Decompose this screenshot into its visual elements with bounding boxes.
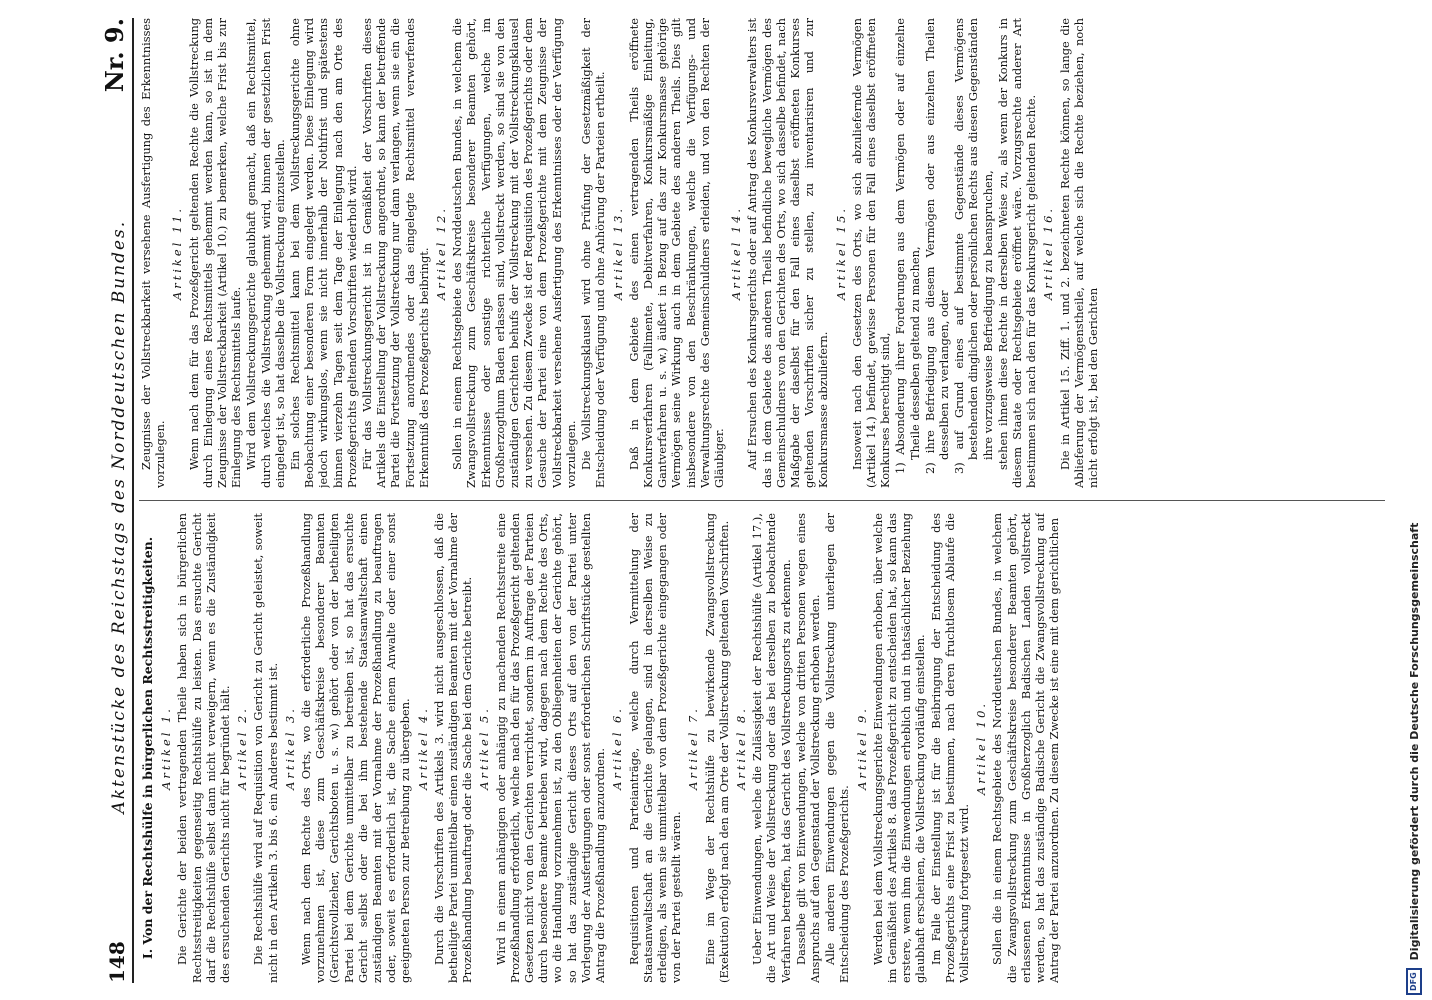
article-heading: Artikel 15.	[833, 206, 848, 300]
right-column	[139, 18, 1385, 488]
paragraph: Im Falle der Einstellung ist für die Beibringung der Entscheidung des Prozeßgerichts eine Frist zu bestimmen, nach deren fruchtlosem Ablaufe die Vollstreckung fortgesetzt wird.	[928, 513, 971, 983]
paragraph: Dasselbe gilt von Einwendungen, welche von dritten Personen wegen eines Anspruchs auf den Gegenstand der Vollstreckung erhoben werden.	[793, 513, 822, 983]
paragraph: Für das Vollstreckungsgericht ist in Gemäßheit der Vorschriften dieses Artikels die Einstellung der Vollstreckung angeordnet, so kann der betreffende Partei die Fortsetzung der Vollstreckung nur dann verlangen, wenn sie ein die Fortsetzung anordnendes oder das eingelegte Rechtsmittel verwerfendes Erkenntniß des Prozeßgerichts beibringt.	[360, 18, 431, 488]
funding-note: Digitalisierung gefördert durch die Deutsche Forschungsgemeinschaft	[1407, 522, 1421, 961]
article-heading: Artikel 14.	[729, 206, 744, 300]
paragraph: Requisitionen und Parteianträge, welche durch Vermittelung der Staatsanwaltschaft an die Gerichte gelangen, sind in derselben Weise zu erledigen, als wenn sie unmittelbar von dem Prozeßgerichte eingegangen oder von der Partei gestellt wären.	[626, 513, 684, 983]
dfg-logo: DFG	[1406, 968, 1422, 995]
article-heading: Artikel 4.	[415, 706, 430, 790]
paragraph: Sollen die in einem Rechtsgebiete des Norddeutschen Bundes, in welchem die Zwangsvollstreckung zum Geschäftskreise besonderer Beamten gehört, erlassenen Erkenntnisse in Großherzoglich Badischen Landen vollstreckt werden, so hat das zuständige Badische Gericht die Zwangsvollstreckung auf Antrag der Partei anzuordnen. Zu diesem Zwecke ist eine mit dem gerichtlichen	[990, 513, 1062, 983]
paragraph: Eine im Wege der Rechtshülfe zu bewirkende Zwangsvollstreckung (Exekution) erfolgt nach den am Orte der Vollstreckung geltenden Vorschriften.	[702, 513, 731, 983]
article-heading: Artikel 2.	[235, 706, 250, 790]
digitization-note	[1404, 5, 1424, 995]
paragraph: 2) ihre Befriedigung aus diesem Vermögen oder aus einzelnen Theilen desselben zu verlangen, oder	[922, 18, 951, 474]
article-heading: Artikel 9.	[854, 706, 869, 790]
paragraph: Daß in dem Gebiete des einen vertragenden Theils eröffnete Konkursverfahren (Fallimente, Debitverfahren, Konkursmäßige Einleitung, Gantverfahren u. s. w.) äußert in Bezug auf das zur Konkursmasse gehörige Vermögen seine Wirkung auch in dem Gebiete des anderen Theils. Dies gilt insbesondere von den Beschränkungen, welche die Verfügungs- und Verwaltungsrechte des Gemeinschuldners erleiden, und von den Rechten der Gläubiger.	[626, 18, 726, 488]
paragraph: Die Gerichte der beiden vertragenden Theile haben sich in bürgerlichen Rechtsstreitigkeiten gegenseitig Rechtshülfe zu leisten. Das ersuchte Gericht darf die Rechtshülfe selbst dann nicht verweigern, wenn es die Zuständigkeit des ersuchenden Gerichts nicht für begründet hält.	[175, 513, 233, 983]
section-heading: I. Von der Rechtshülfe in bürgerlichen Rechtsstreitigkeiten.	[140, 536, 155, 960]
paragraph: Alle anderen Einwendungen gegen die Vollstreckung unterliegen der Entscheidung des Prozeßgerichts.	[823, 513, 852, 983]
paragraph: Zeugnisse der Vollstreckbarkeit versehene Ausfertigung des Erkenntnisses vorzulegen.	[139, 18, 168, 488]
paragraph: Ein solches Rechtsmittel kann bei dem Vollstreckungsgerichte ohne Beobachtung einer besonderen Form eingelegt werden. Diese Einlegung wird jedoch wirkungslos, wenn sie nicht innerhalb der Nothfrist und spätestens binnen vierzehn Tagen seit dem Tage der Einlegung nach den am Orte des Prozeßgerichts geltenden Vorschriften wiederholt wird.	[288, 18, 359, 488]
paragraph: Wenn nach dem für das Prozeßgericht geltenden Rechte die Vollstreckung durch Einlegung eines Rechtsmittels gehemmt werden kann, so ist in dem Zeugnisse der Vollstreckbarkeit (Artikel 10.) zu bemerken, welche Frist bis zur Einlegung des Rechtsmittels laufe.	[186, 18, 244, 488]
paragraph: Durch die Vorschriften des Artikels 3. wird nicht ausgeschlossen, daß die betheiligte Partei unmittelbar einen zuständigen Beamten mit der Vornahme der Prozeßhandlung beauftragt oder die Sache bei dem Gerichte betreibt.	[431, 513, 475, 983]
issue-number: Nr. 9.	[100, 18, 129, 93]
paragraph: Insoweit nach den Gesetzen des Orts, wo sich abzuliefernde Vermögen (Artikel 14.) befindet, gewisse Personen für den Fall eines daselbst eröffneten Konkurses berechtigt sind,	[849, 18, 893, 488]
paragraph: Die in Artikel 15. Ziff. 1. und 2. bezeichneten Rechte können, so lange die Ablieferung der Vermögenstheile, auf welche sich die Rechte beziehen, noch nicht erfolgt ist, bei den Gerichten	[1057, 18, 1100, 488]
paragraph: Werden bei dem Vollstreckungsgerichte Einwendungen erhoben, über welche im Gemäßheit des Artikels 8. das Prozeßgericht zu entscheiden hat, so kann das erstere, wenn ihm die Einwendungen erheblich und in thatsächlicher Beziehung glaubhaft erscheinen, die Vollstreckung vorläufig einstellen.	[870, 513, 928, 983]
article-heading: Artikel 13.	[610, 206, 625, 300]
paragraph: Die Rechtshülfe wird auf Requisition von Gericht zu Gericht geleistet, soweit nicht in den Artikeln 3. bis 6. ein Anderes bestimmt ist.	[251, 513, 280, 983]
paragraph: Ueber Einwendungen, welche die Zulässigkeit der Rechtshülfe (Artikel 17.), die Art und Weise der Vollstreckung oder das bei derselben zu beobachtende Verfahren betreffen, hat das Gericht des Vollstreckungsorts zu erkennen.	[750, 513, 793, 983]
paragraph: Sollen in einem Rechtsgebiete des Norddeutschen Bundes, in welchem die Zwangsvollstreckung zum Geschäftskreise besonderer Beamten gehört, Erkenntnisse oder sonstige richterliche Verfügungen, welche im Großherzogthum Baden erlassen sind, vollstreckt werden, so sind sie von den zuständigen Gerichten behufs der Vollstreckung mit der Vollstreckungsklausel zu versehen. Zu diesem Zwecke ist der Requisition des Prozeßgerichts oder dem Gesuche der Partei eine von dem Prozeßgerichte mit dem Zeugnisse der Vollstreckbarkeit versehene Ausfertigung des Erkenntnisses oder der Verfügung vorzulegen.	[450, 18, 578, 488]
paragraph: Wenn nach dem Rechte des Orts, wo die erforderliche Prozeßhandlung vorzunehmen ist, diese zum Geschäftskreise besonderer Beamten (Gerichtsvollzieher, Gerichtsboten u. s. w.) gehört oder von der betheiligten Partei bei dem Gerichte unmittelbar zu betreiben ist, so hat das ersuchte Gericht selbst oder die bei ihm bestehende Staatsanwaltschaft einen zuständigen Beamten mit der Vornahme der Prozeßhandlung zu beauftragen oder, soweit es erforderlich ist, die Sache einem Anwalte oder einer sonst geeigneten Person zur Betreibung zu übergeben.	[299, 513, 413, 983]
page-number: 148	[105, 941, 129, 983]
paragraph: Wird dem Vollstreckungsgerichte glaubhaft gemacht, daß ein Rechtsmittel, durch welches die Vollstreckung gehemmt wird, binnen der gesetzlichen Frist eingelegt ist, so hat dasselbe die Vollstreckung einzustellen.	[244, 18, 287, 488]
article-heading: Artikel 3.	[282, 706, 297, 790]
article-heading: Artikel 10.	[974, 701, 989, 795]
article-heading: Artikel 1.	[159, 706, 174, 790]
paragraph: 3) auf Grund eines auf bestimmte Gegenstände dieses Vermögens bestehenden dinglichen oder persönlichen Rechts aus diesen Gegenständen ihre vorzugsweise Befriedigung zu beanspruchen,	[952, 18, 995, 474]
article-heading: Artikel 16.	[1041, 206, 1056, 300]
running-header	[95, 18, 134, 983]
article-heading: Artikel 5.	[477, 706, 492, 790]
header-title: Aktenstücke des Reichstags des Norddeutschen Bundes.	[109, 219, 129, 814]
left-column	[139, 513, 1385, 983]
article-heading: Artikel 7.	[686, 706, 701, 790]
paragraph: 1) Absonderung ihrer Forderungen aus dem Vermögen oder auf einzelne Theile desselben geltend zu machen,	[893, 18, 922, 474]
article-heading: Artikel 12.	[434, 206, 449, 300]
paragraph: Auf Ersuchen des Konkursgerichts oder auf Antrag des Konkursverwalters ist das in dem Gebiete des anderen Theils befindliche bewegliche Vermögen des Gemeinschuldners von den Gerichten des Orts, wo sich dasselbe befindet, nach Maßgabe der daselbst für den Fall eines daselbst eröffneten Konkurses geltenden Vorschriften sicher zu stellen, zu inventarisiren und zur Konkursmasse abzuliefern.	[745, 18, 831, 488]
article-heading: Artikel 8.	[733, 706, 748, 790]
paragraph: Die Vollstreckungsklausel wird ohne Prüfung der Gesetzmäßigkeit der Entscheidung oder Verfügung und ohne Anhörung der Parteien ertheilt.	[579, 18, 608, 488]
paragraph: Wird in einem anhängigen oder anhängig zu machenden Rechtsstreite eine Prozeßhandlung erforderlich, welche nach den für das Prozeßgericht geltenden Gesetzen nicht von den Gerichten verrichtet, sondern im Auftrage der Parteien durch besondere Beamte betrieben wird, dagegen nach dem Rechte des Orts, wo die Handlung vorzunehmen ist, zu den Obliegenheiten der Gerichte gehört, so hat das zuständige Gericht dieses Orts auf den von der Partei unter Vorlegung der Ausfertigungen oder sonst erforderlichen Schriftstücke gestellten Antrag die Prozeßhandlung anzuordnen.	[493, 513, 608, 983]
article-heading: Artikel 6.	[610, 706, 625, 790]
column-divider	[139, 500, 1385, 501]
page-content	[95, 8, 1385, 993]
paragraph: stehen ihnen diese Rechte in derselben Weise zu, als wenn der Konkurs in diesem Staate oder Rechtsgebiete eröffnet wäre. Vorzugsrechte anderer Art bestimmen sich nach den für das Konkursgericht geltenden Rechte.	[995, 18, 1039, 488]
article-heading: Artikel 11.	[170, 206, 185, 300]
